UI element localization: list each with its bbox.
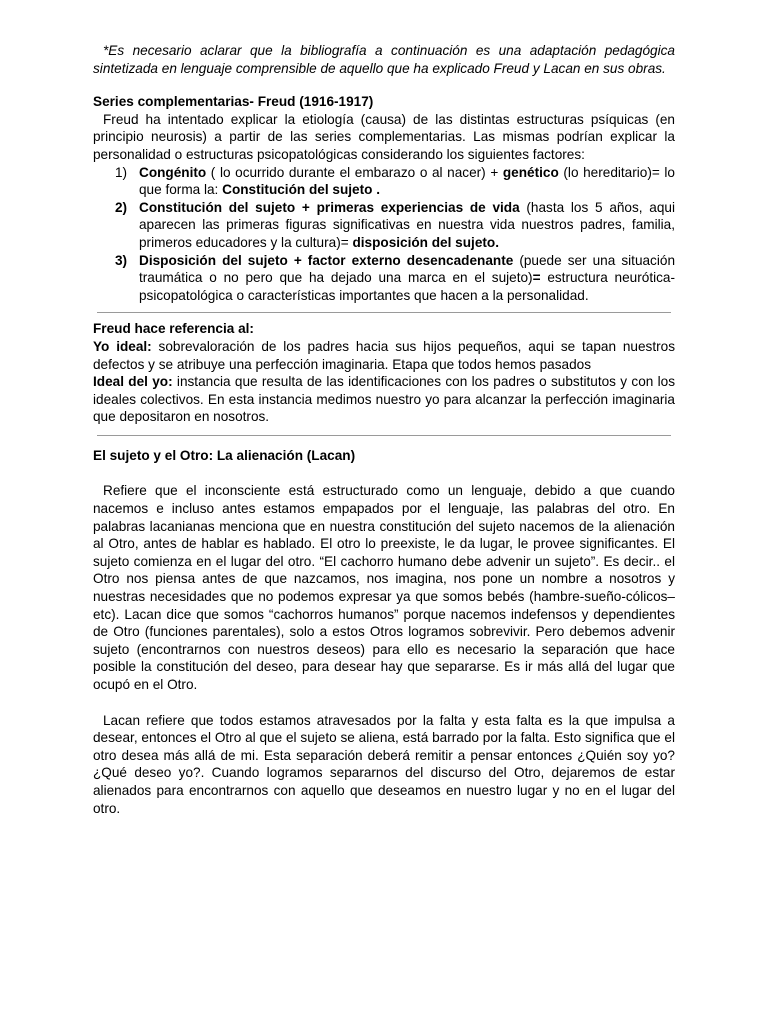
divider	[97, 312, 671, 313]
alienacion-paragraph-2: Lacan refiere que todos estamos atravesados por la falta y esta falta es la que impulsa a desear, entonces el Otro al que el sujeto se aliena, está barrado por la falta. Esto significa que el otro desea más allá de mi. Esta separación deberá remitir a pensar entonces ¿Quién soy yo? ¿Qué deseo yo?. Cuando logramos separarnos del discurso del Otro, dejaremos de estar alienados para encontrarnos con aquello que deseamos en nuestro lugar y no en el lugar del otro.	[93, 712, 675, 816]
alienacion-heading: El sujeto y el Otro: La alienación (Lacan)	[93, 447, 356, 463]
term-constitucion: Constitución del sujeto .	[222, 182, 380, 198]
list-number: 3)	[115, 252, 128, 268]
factors-list	[93, 164, 675, 305]
term-primeras-experiencias: Constitución del sujeto + primeras experiencias de vida	[139, 199, 520, 215]
ideal-yo-term: Ideal del yo:	[93, 374, 173, 390]
ideal-yo-text: instancia que resulta de las identificaciones con los padres o substitutos y con los ideales colectivos. En esta instancia medimos nuestro yo para alcanzar la perfección imaginaria que depositaron en nosotros.	[93, 374, 675, 425]
intro-note: *Es necesario aclarar que la bibliografía a continuación es una adaptación pedagógica sintetizada en lenguaje comprensible de aquello que ha explicado Freud y Lacan en sus obras.	[93, 43, 675, 76]
item-text: ( lo ocurrido durante el embarazo o al nacer) +	[206, 164, 503, 180]
item-text: estructura neurótica-psicopatológica o características importantes que hacen a la personalidad.	[139, 270, 675, 303]
list-item	[93, 252, 675, 305]
term-disposicion: disposición del sujeto.	[352, 234, 499, 250]
item-text: (puede ser una situación traumática o no pero que ha dejado una marca en el sujeto)	[139, 252, 675, 286]
ideal-yo-paragraph	[93, 373, 675, 426]
document-page	[93, 42, 675, 817]
yo-ideal-paragraph	[93, 338, 675, 373]
equals-sign: =	[532, 270, 541, 286]
alienacion-paragraph-1: Refiere que el inconsciente está estructurado como un lenguaje, debido a que cuando nacemos e incluso antes estamos empapados por el lenguaje, las palabras del otro. En palabras lacanianas menciona que en nuestra constitución del sujeto nacemos de la alienación al Otro, antes de hablar es hablado. El otro lo preexiste, le da lugar, le provee significantes. El sujeto comienza en el lugar del otro. “El cachorro humano debe advenir un sujeto”. Es decir.. el Otro nos piensa antes de que nazcamos, nos imagina, nos pone un nombre a nosotros y nuestras necesidades que no podemos expresar ya que somos bebés (hambre-sueño-cólicos–etc). Lacan dice que somos “cachorros humanos” porque nacemos indefensos y dependientes de Otro (funciones parentales), solo a estos Otros logramos sobrevivir. Pero debemos advenir sujeto (encontrarnos con nuestros deseos) para ello es necesario la separación que hace posible la constitución del deseo, para desear hay que separarse. Es ir más allá del lugar que ocupó en el Otro.	[93, 483, 675, 692]
series-heading: Series complementarias- Freud (1916-1917)	[93, 94, 374, 110]
freud-referencia-heading: Freud hace referencia al:	[93, 321, 254, 337]
item-text: (lo hereditario)= lo que forma la:	[139, 164, 675, 198]
list-item	[93, 164, 675, 199]
list-number: 2)	[115, 199, 128, 215]
yo-ideal-text: sobrevaloración de los padres hacia sus hijos pequeños, aqui se tapan nuestros defectos y se atribuye una perfección imaginaria. Etapa que todos hemos pasados	[93, 338, 675, 372]
list-number: 1)	[115, 164, 128, 180]
term-congenito: Congénito	[139, 164, 207, 180]
term-genetico: genético	[502, 164, 559, 180]
divider	[97, 435, 671, 436]
item-text: (hasta los 5 años, aqui aparecen las primeras figuras significativas en nuestra vida nuestros padres, familia, primeros educadores y la cultura)=	[139, 199, 676, 250]
series-paragraph: Freud ha intentado explicar la etiología (causa) de las distintas estructuras psíquicas (en principio neurosis) a partir de las series complementarias. Las mismas podrían explicar la personalidad o estructuras psicopatológicas considerando los siguientes factores:	[93, 111, 675, 162]
term-factor-externo: Disposición del sujeto + factor externo desencadenante	[139, 252, 514, 268]
list-item	[93, 199, 675, 252]
yo-ideal-term: Yo ideal:	[93, 338, 152, 354]
